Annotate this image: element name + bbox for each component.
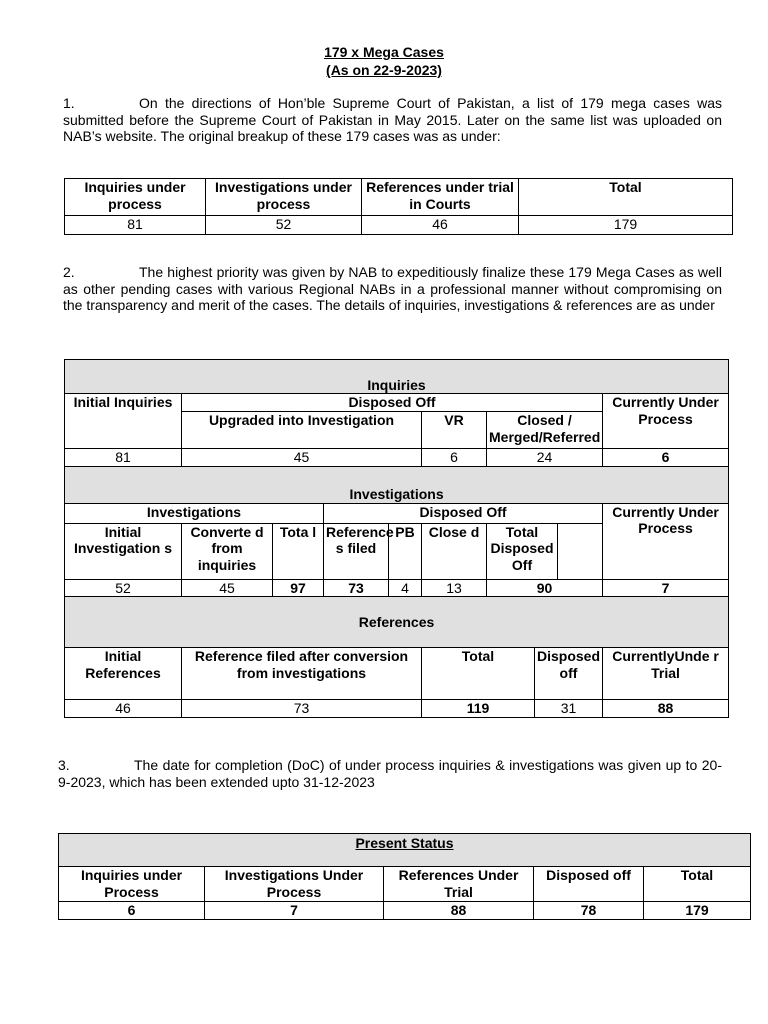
inquiries-section-title: Inquiries — [65, 360, 729, 394]
paragraph-number: 2. — [63, 264, 75, 280]
table-cell: 81 — [65, 449, 182, 467]
paragraph-number: 1. — [63, 95, 75, 111]
col-header: Total — [519, 179, 733, 216]
inv-converted-label: Converte d from inquiries — [182, 523, 273, 579]
inv-closed-label: Close d — [422, 523, 487, 579]
table-cell: 52 — [206, 216, 362, 235]
table-cell: 6 — [603, 449, 729, 467]
col-header: Investigations under process — [206, 179, 362, 216]
table-cell: 13 — [422, 579, 487, 597]
table-cell: 52 — [65, 579, 182, 597]
references-section-title: References — [65, 597, 729, 648]
table-cell: 90 — [487, 579, 603, 597]
present-status-title: Present Status — [59, 834, 751, 867]
table-cell: 7 — [205, 902, 384, 920]
inv-total-disposed-label: Total Disposed Off — [487, 523, 558, 579]
inv-initial-label: Initial Investigation s — [65, 523, 182, 579]
table-cell: 119 — [422, 700, 535, 718]
inv-group-label: Investigations — [65, 503, 324, 523]
original-breakup-table — [64, 178, 733, 235]
table-cell: 6 — [59, 902, 205, 920]
table-cell: 45 — [182, 579, 273, 597]
paragraph-text: The highest priority was given by NAB to expeditiously finalize these 179 Mega Cases as well as other pending cases with various Regional NABs in a professional manner without compromising on the transparency and merit of the cases. The details of inquiries, investigations & references are as under — [63, 264, 722, 313]
inq-upgraded-label: Upgraded into Investigation — [182, 412, 422, 449]
table-cell: 24 — [487, 449, 603, 467]
doc-title: 179 x Mega Cases — [324, 44, 444, 60]
table-cell: 78 — [534, 902, 644, 920]
table-cell: 6 — [422, 449, 487, 467]
inv-disposed-label: Disposed Off — [324, 503, 603, 523]
ref-total-label: Total — [422, 648, 535, 700]
table-cell: 88 — [603, 700, 729, 718]
table-cell: 179 — [519, 216, 733, 235]
table-cell: 81 — [65, 216, 206, 235]
ref-disposed-label: Disposed off — [535, 648, 603, 700]
table-cell: 179 — [644, 902, 751, 920]
table-cell: 45 — [182, 449, 422, 467]
inq-current-label: Currently Under Process — [603, 394, 729, 449]
paragraph-3 — [58, 757, 722, 790]
inq-closed-label: Closed / Merged/Referred — [487, 412, 603, 449]
paragraph-text: On the directions of Hon’ble Supreme Court of Pakistan, a list of 179 mega cases was submitted before the Supreme Court of Pakistan in May 2015. Later on the same list was uploaded on NAB’s website. The original breakup of these 179 cases was as under: — [63, 95, 722, 144]
table-cell: 88 — [384, 902, 534, 920]
col-header: Total — [644, 867, 751, 902]
ref-current-label: CurrentlyUnde r Trial — [603, 648, 729, 700]
table-cell: 73 — [324, 579, 389, 597]
col-header: Disposed off — [534, 867, 644, 902]
col-header: Investigations Under Process — [205, 867, 384, 902]
inv-current-label: Currently Under Process — [603, 503, 729, 579]
col-header: Inquiries under Process — [59, 867, 205, 902]
paragraph-1 — [63, 95, 722, 145]
ref-filed-after-label: Reference filed after conversion from investigations — [182, 648, 422, 700]
inq-vr-label: VR — [422, 412, 487, 449]
inv-refs-filed-label: Reference s filed — [324, 523, 389, 579]
inv-total-label: Tota l — [273, 523, 324, 579]
table-cell: 97 — [273, 579, 324, 597]
table-cell: 46 — [362, 216, 519, 235]
table-cell: 7 — [603, 579, 729, 597]
inq-initial-label: Initial Inquiries — [65, 394, 182, 449]
doc-date: (As on 22-9-2023) — [326, 62, 442, 78]
ref-initial-label: Initial References — [65, 648, 182, 700]
inv-pb-label: PB — [389, 523, 422, 579]
details-table — [64, 359, 729, 718]
table-cell: 46 — [65, 700, 182, 718]
col-header: Inquiries under process — [65, 179, 206, 216]
inq-disposed-label: Disposed Off — [182, 394, 603, 412]
paragraph-number: 3. — [58, 757, 70, 773]
present-status-table — [58, 833, 751, 920]
col-header: References under trial in Courts — [362, 179, 519, 216]
col-header: References Under Trial — [384, 867, 534, 902]
table-cell: 73 — [182, 700, 422, 718]
table-cell: 31 — [535, 700, 603, 718]
paragraph-2 — [63, 264, 722, 314]
paragraph-text: The date for completion (DoC) of under process inquiries & investigations was given up to 20-9-2023, which has been extended upto 31-12-2023 — [58, 757, 722, 790]
investigations-section-title: Investigations — [65, 466, 729, 503]
table-cell: 4 — [389, 579, 422, 597]
